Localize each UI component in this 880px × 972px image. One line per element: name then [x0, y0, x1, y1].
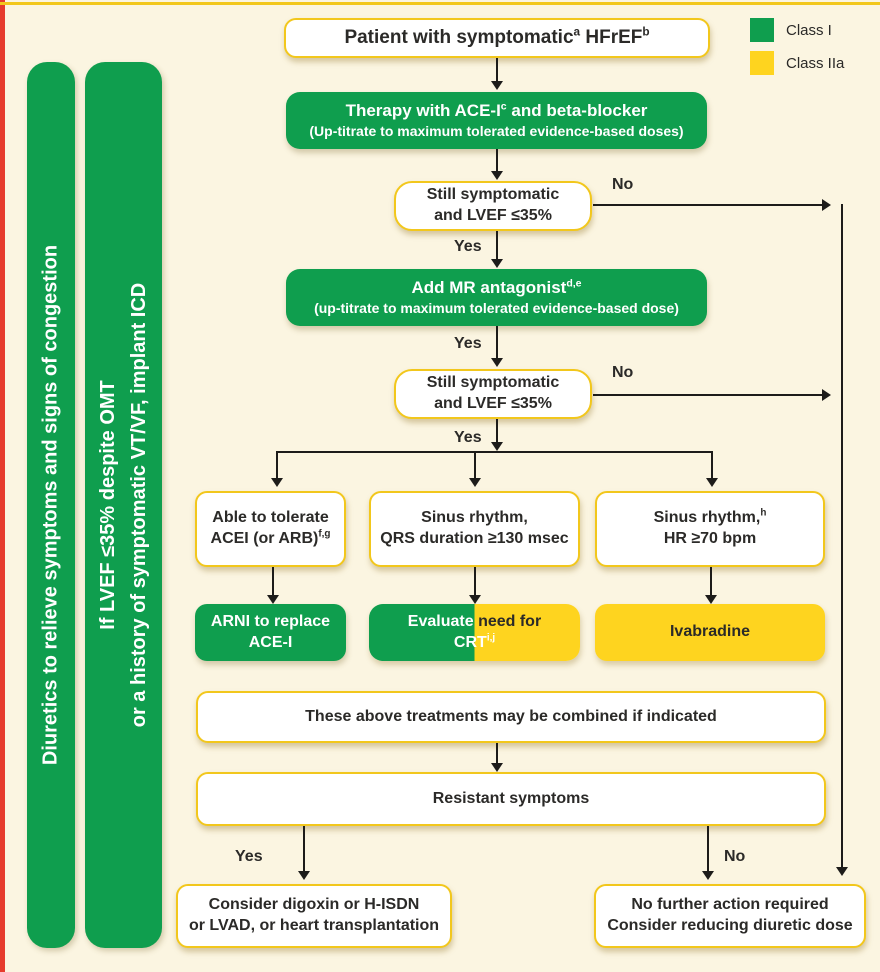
arrow-branch-center [474, 451, 476, 478]
node-sinus-hr-line1: Sinus rhythm,$^h$ [653, 507, 767, 527]
node-arni [195, 604, 346, 661]
node-sinus-qrs-line2: QRS duration ≥130 msec [380, 530, 569, 547]
arrow-resistant-no [707, 826, 709, 871]
node-resistant-symptoms [196, 772, 826, 826]
node-evaluate-crt-line2: CRT$^{i,j}$ [453, 632, 496, 651]
label-no-2: No [612, 364, 634, 381]
label-yes-1: Yes [454, 238, 482, 255]
sidebar-icd-text [93, 283, 155, 728]
node-ace-beta-blocker-title: Therapy with ACE-$I^c$ and beta-blocker [345, 100, 648, 121]
node-still-symptomatic-1-line1: Still symptomatic [426, 186, 560, 204]
arrow-no-1 [593, 204, 822, 206]
class-1-swatch [750, 18, 774, 42]
node-no-further-action-line1: No further action required [631, 896, 829, 914]
sidebar-icd-line1: If LVEF ≤35% despite OMT [96, 380, 119, 630]
arrow-therapy-to-still1 [496, 149, 498, 171]
node-sinus-hr-line2: HR ≥70 bpm [663, 530, 757, 547]
legend-label: Class IIa [786, 54, 845, 72]
node-sinus-qrs [369, 491, 580, 567]
arrow-qrs-to-crt [474, 567, 476, 595]
arrow-no-2 [593, 394, 822, 396]
node-still-symptomatic-2-line1: Still symptomatic [426, 374, 560, 392]
node-still-symptomatic-2 [394, 369, 592, 419]
node-ivabradine-label: Ivabradine [669, 623, 751, 641]
node-arni-line2: ACE-I [248, 633, 293, 651]
node-sinus-qrs-line1: Sinus rhythm, [421, 509, 528, 527]
legend-label: Class I [786, 21, 832, 39]
arrow-branch-right [711, 451, 713, 478]
node-sinus-hr [595, 491, 825, 567]
node-tolerate-acei-line1: Able to tolerate [212, 509, 329, 527]
node-digoxin-lvad-line2: or LVAD, or heart transplantation [188, 917, 440, 934]
node-mr-antagonist [286, 269, 707, 326]
node-evaluate-crt [369, 604, 580, 661]
sidebar-diuretics-text: Diuretics to relieve symptoms and signs of congestion [39, 244, 62, 766]
node-still-symptomatic-2-line2: and LVEF ≤35% [434, 395, 552, 412]
node-no-further-action-line2: Consider reducing diuretic dose [607, 917, 853, 934]
label-yes-2: Yes [454, 335, 482, 352]
node-combine-treatments-label: These above treatments may be combined if indicated [305, 707, 717, 725]
branch-line [276, 451, 713, 453]
sidebar-icd-line2: or a history of symptomatic VT/VF, implant ICD [127, 282, 150, 728]
node-arni-line1: ARNI to replace [210, 612, 331, 630]
arrow-resistant-yes [303, 826, 305, 871]
arrow-still1-to-mra [496, 231, 498, 259]
label-yes-3: Yes [454, 429, 482, 446]
page-top-border [0, 2, 880, 5]
node-ace-beta-blocker [286, 92, 707, 149]
node-digoxin-lvad [176, 884, 452, 948]
node-tolerate-acei-line2: ACEI (or ARB)$^{f,g}$ [210, 528, 331, 547]
node-mr-antagonist-title: Add MR antagonist$^{d,e}$ [411, 277, 582, 298]
arrow-no-bypass-line [841, 204, 843, 867]
label-yes-bottom: Yes [235, 848, 263, 865]
node-tolerate-acei [195, 491, 346, 567]
sidebar-icd-bar [85, 62, 162, 948]
class-2a-swatch [750, 51, 774, 75]
arrow-mra-to-still2 [496, 326, 498, 358]
arrow-combine-to-resistant [496, 743, 498, 763]
legend [750, 18, 870, 75]
node-evaluate-crt-line1: Evaluate need for [407, 612, 542, 630]
node-ace-beta-blocker-subtitle: (Up-titrate to maximum tolerated evidence-based doses) [309, 123, 684, 140]
label-no-bottom: No [724, 848, 746, 865]
node-ivabradine [595, 604, 825, 661]
node-digoxin-lvad-line1: Consider digoxin or H-ISDN [208, 896, 420, 914]
node-still-symptomatic-1-line2: and LVEF ≤35% [434, 207, 552, 224]
legend-item-class-2a [750, 51, 870, 75]
node-still-symptomatic-1 [394, 181, 592, 231]
node-no-further-action [594, 884, 866, 948]
page-edge-red-strip [0, 0, 5, 972]
node-resistant-symptoms-label: Resistant symptoms [432, 789, 590, 807]
node-combine-treatments [196, 691, 826, 743]
sidebar-diuretics-bar [27, 62, 75, 948]
arrow-tolerate-to-arni [272, 567, 274, 595]
legend-item-class-1 [750, 18, 870, 42]
arrow-hr-to-ivabradine [710, 567, 712, 595]
arrow-branch-left [276, 451, 278, 478]
arrow-still2-to-branch [496, 419, 498, 442]
node-mr-antagonist-subtitle: (up-titrate to maximum tolerated evidence-based dose) [314, 300, 679, 317]
arrow-patient-to-therapy [496, 58, 498, 81]
label-no-1: No [612, 176, 634, 193]
node-patient-hfref [284, 18, 710, 58]
node-patient-hfref-text: Patient with symptomatic$^a$ HFrEF$^b$ [344, 25, 650, 48]
